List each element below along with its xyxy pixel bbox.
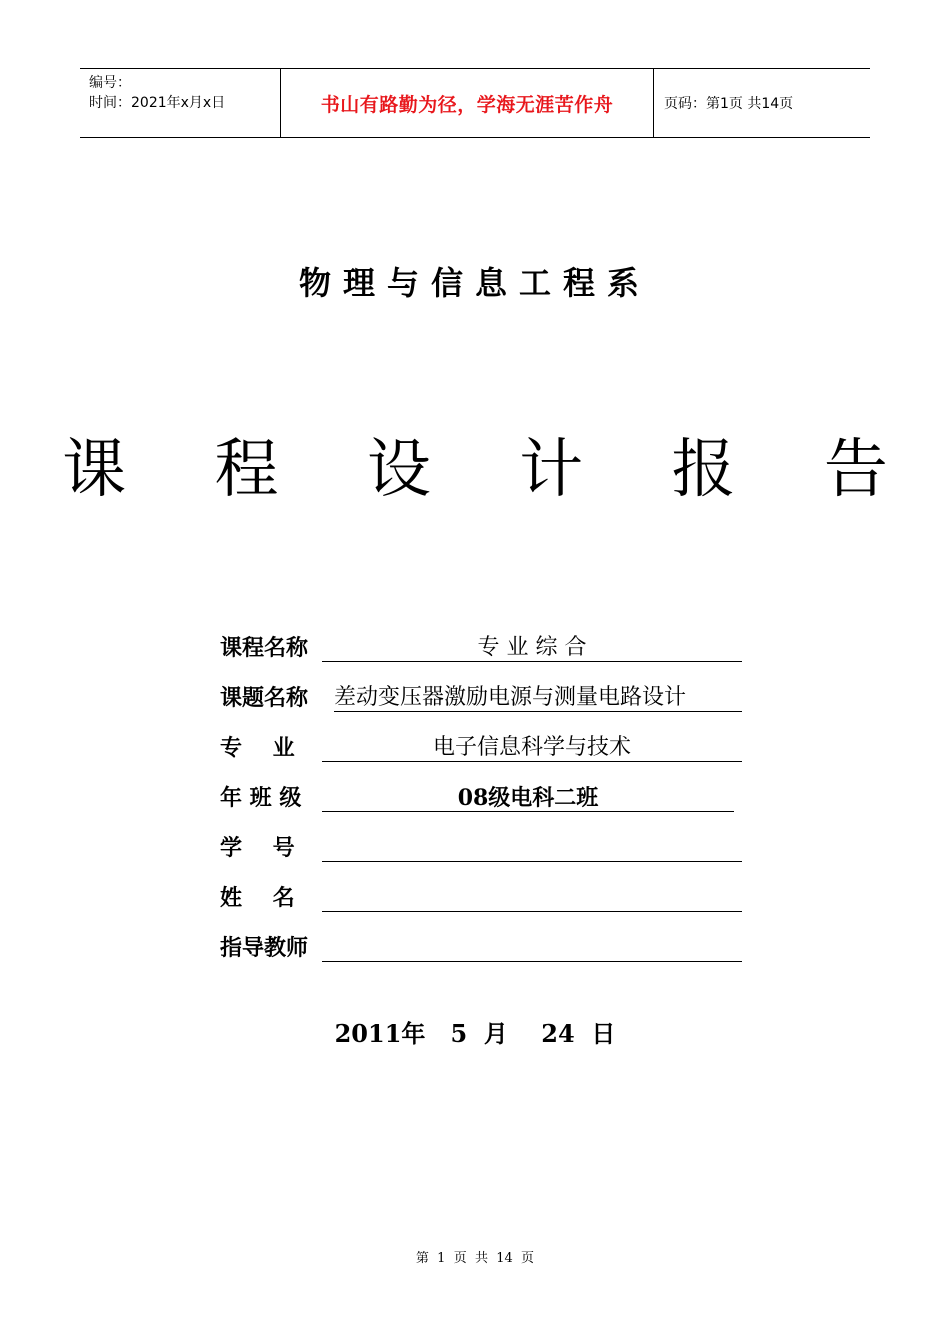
header-slogan: 书山有路勤为径，学海无涯苦作舟 — [281, 69, 654, 137]
course-name-row — [220, 612, 750, 662]
report-title: 课 程 设 计 报 告 — [62, 433, 922, 507]
advisor-label: 指导教师 — [220, 935, 309, 961]
header-table — [80, 68, 870, 138]
major-value: 电子信息科学与技术 — [322, 731, 742, 762]
header-page-info: 页码：第1页 共14页 — [664, 96, 794, 112]
number-label: 编号： — [89, 75, 131, 91]
class-label: 年 班 级 — [220, 785, 302, 811]
name-label: 姓 名 — [220, 885, 295, 911]
name-row — [220, 862, 750, 912]
department-title: 物理与信息工程系 — [298, 264, 651, 302]
name-value — [322, 881, 742, 912]
page-footer: 第 1 页 共 14 页 — [415, 1251, 535, 1266]
topic-name-label: 课题名称 — [220, 685, 309, 711]
major-row — [220, 712, 750, 762]
class-row — [220, 762, 750, 812]
cover-form — [220, 612, 750, 962]
report-date: 2011年 5 月 24 日 — [334, 1019, 616, 1048]
course-name-label: 课程名称 — [220, 635, 309, 661]
major-label: 专 业 — [220, 735, 295, 761]
advisor-value — [322, 931, 742, 962]
student-id-row — [220, 812, 750, 862]
class-value: 08级电科二班 — [322, 781, 734, 812]
header-meta-cell — [80, 69, 281, 137]
student-id-label: 学 号 — [220, 835, 295, 861]
advisor-row — [220, 912, 750, 962]
course-name-value: 专 业 综 合 — [322, 631, 742, 662]
topic-name-row — [220, 662, 750, 712]
topic-name-value: 差动变压器激励电源与测量电路设计 — [334, 681, 742, 712]
time-label: 时间：2021年x月x日 — [89, 95, 226, 111]
student-id-value — [322, 831, 742, 862]
